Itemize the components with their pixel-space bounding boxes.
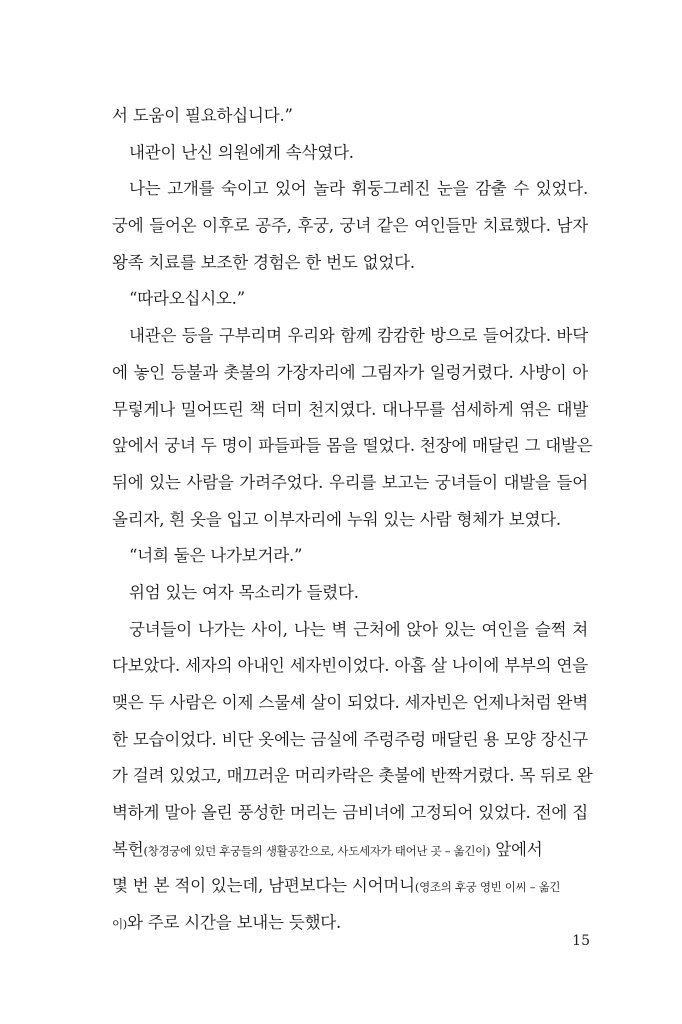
text-line: 올리자, 흰 옷을 입고 이부자리에 누워 있는 사람 형체가 보였다. — [112, 509, 561, 529]
text-run: 복헌 — [112, 839, 144, 859]
text-line: 왕족 치료를 보조한 경험은 한 번도 없었다. — [112, 252, 415, 272]
text-line: 내관은 등을 구부리며 우리와 함께 캄캄한 방으로 들어갔다. 바닥 — [129, 326, 588, 346]
text-line — [112, 868, 588, 905]
text-line: 내관이 난신 의원에게 속삭였다. — [129, 142, 354, 162]
translator-note: 이) — [112, 917, 127, 932]
text-line: 무렇게나 밀어뜨린 책 더미 천지였다. 대나무를 섬세하게 엮은 대발 — [112, 399, 588, 419]
text-line: 궁에 들어온 이후로 공주, 후궁, 궁녀 같은 여인들만 치료했다. 남자 — [112, 216, 588, 236]
text-line: 한 모습이었다. 비단 옷에는 금실에 주렁주렁 매달린 용 모양 장신구 — [112, 729, 588, 749]
body-text — [112, 98, 593, 942]
text-line — [112, 905, 588, 942]
text-line: 서 도움이 필요하십니다.” — [112, 106, 293, 125]
text-line: 가 걸려 있었고, 매끄러운 머리카락은 촛불에 반짝거렸다. 목 뒤로 완 — [112, 766, 593, 786]
text-line: 뒤에 있는 사람을 가려주었다. 우리를 보고는 궁녀들이 대발을 들어 — [112, 472, 588, 492]
text-line: 나는 고개를 숙이고 있어 놀라 휘둥그레진 눈을 감출 수 있었다. — [129, 179, 588, 199]
text-line: 다보았다. 세자의 아내인 세자빈이었다. 아홉 살 나이에 부부의 연을 — [112, 656, 588, 676]
text-run: 몇 번 본 적이 있는데, 남편보다는 시어머니 — [112, 876, 415, 896]
text-line: 궁녀들이 나가는 사이, 나는 벽 근처에 앉아 있는 여인을 슬쩍 쳐 — [129, 619, 588, 639]
text-line — [112, 832, 588, 869]
text-line: 에 놓인 등불과 촛불의 가장자리에 그림자가 일렁거렸다. 사방이 아 — [112, 362, 588, 382]
text-line: “따라오십시오.” — [129, 289, 245, 309]
text-line: 위엄 있는 여자 목소리가 들렸다. — [129, 582, 359, 602]
page-number: 15 — [572, 933, 590, 949]
text-line: 벽하게 말아 올린 풍성한 머리는 금비녀에 고정되어 있었다. 전에 집 — [112, 803, 588, 823]
text-run: 와 주로 시간을 보내는 듯했다. — [127, 913, 342, 933]
text-line: “너희 둘은 나가보거라.” — [129, 546, 303, 566]
text-line: 맺은 두 사람은 이제 스물셰 살이 되었다. 세자빈은 언제나처럼 완벽 — [112, 693, 588, 712]
text-run: 앞에서 — [490, 839, 543, 859]
translator-note: (영조의 후궁 영빈 이씨 – 옮긴 — [414, 880, 561, 895]
text-line: 앞에서 궁녀 두 명이 파들파들 몸을 떨었다. 천장에 매달린 그 대발은 — [112, 436, 593, 456]
translator-note: (창경궁에 있던 후궁들의 생활공간으로, 사도세자가 태어난 곳 – 옮긴이) — [143, 843, 491, 858]
